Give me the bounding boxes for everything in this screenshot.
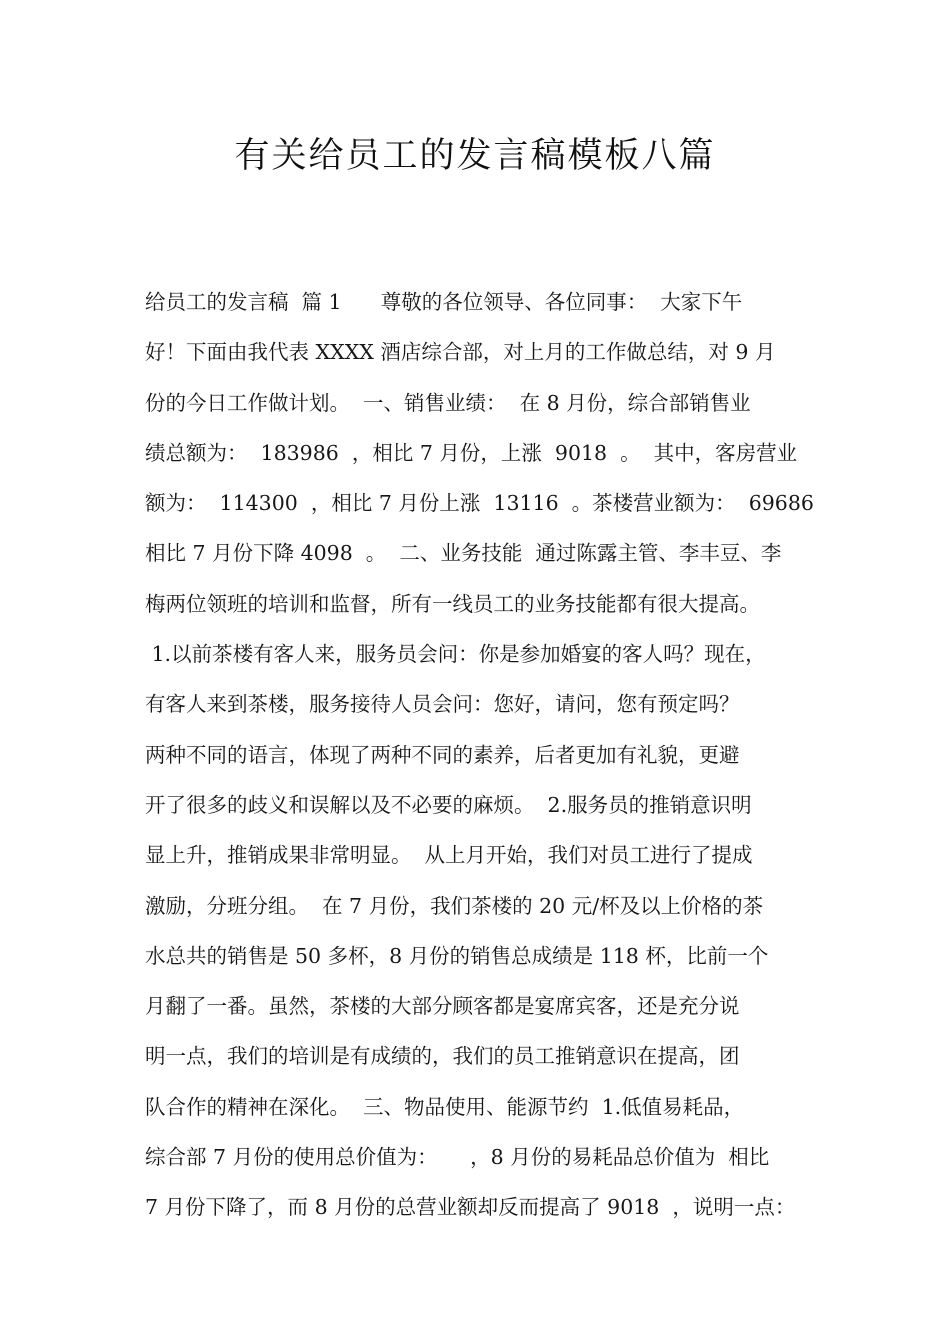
body-line-6: 相比 7 月份下降 4098 。 二、业务技能 通过陈露主管、李丰豆、李 [145,541,782,566]
document-body [145,284,835,1240]
document-title: 有关给员工的发言稿模板八篇 [234,136,716,176]
body-line-3: 份的今日工作做计划。 一、销售业绩： 在 8 月份，综合部销售业 [145,390,751,415]
body-line-18: 综合部 7 月份的使用总价值为： ，8 月份的易耗品总价值为 相比 [145,1145,770,1170]
body-line-14: 水总共的销售是 50 多杯，8 月份的销售总成绩是 118 杯，比前一个 [145,943,769,968]
body-line-15: 月翻了一番。虽然，茶楼的大部分顾客都是宴席宾客，还是充分说 [145,994,740,1019]
body-line-1: 给员工的发言稿 篇 1 尊敬的各位领导、各位同事： 大家下午 [145,290,743,314]
body-line-8: 1.以前茶楼有客人来，服务员会问：你是参加婚宴的客人吗？现在， [145,642,766,667]
body-line-13: 激励，分班分组。 在 7 月份，我们茶楼的 20 元/杯及以上价格的茶 [145,893,764,918]
body-line-5: 额为： 114300 ，相比 7 月份上涨 13116 。茶楼营业额为： 69686 [145,491,814,516]
body-line-10: 两种不同的语言，体现了两种不同的素养，后者更加有礼貌，更避 [145,742,740,767]
body-line-7: 梅两位领班的培训和监督，所有一线员工的业务技能都有很大提高。 [145,591,760,616]
body-line-2: 好！下面由我代表 XXXX 酒店综合部，对上月的工作做总结，对 9 月 [145,340,776,365]
body-line-17: 队合作的精神在深化。 三、物品使用、能源节约 1.低值易耗品， [145,1094,745,1119]
body-line-11: 开了很多的歧义和误解以及不必要的麻烦。 2.服务员的推销意识明 [145,792,752,817]
body-line-16: 明一点，我们的培训是有成绩的，我们的员工推销意识在提高，团 [145,1044,740,1069]
body-line-9: 有客人来到茶楼，服务接待人员会问：您好，请问，您有预定吗？ [145,692,740,717]
body-line-12: 显上升，推销成果非常明显。 从上月开始，我们对员工进行了提成 [145,843,753,868]
body-line-4: 绩总额为： 183986 ，相比 7 月份，上涨 9018 。 其中，客房营业 [145,440,798,465]
body-line-19: 7 月份下降了，而 8 月份的总营业额却反而提高了 9018 ，说明一点： [145,1195,796,1220]
